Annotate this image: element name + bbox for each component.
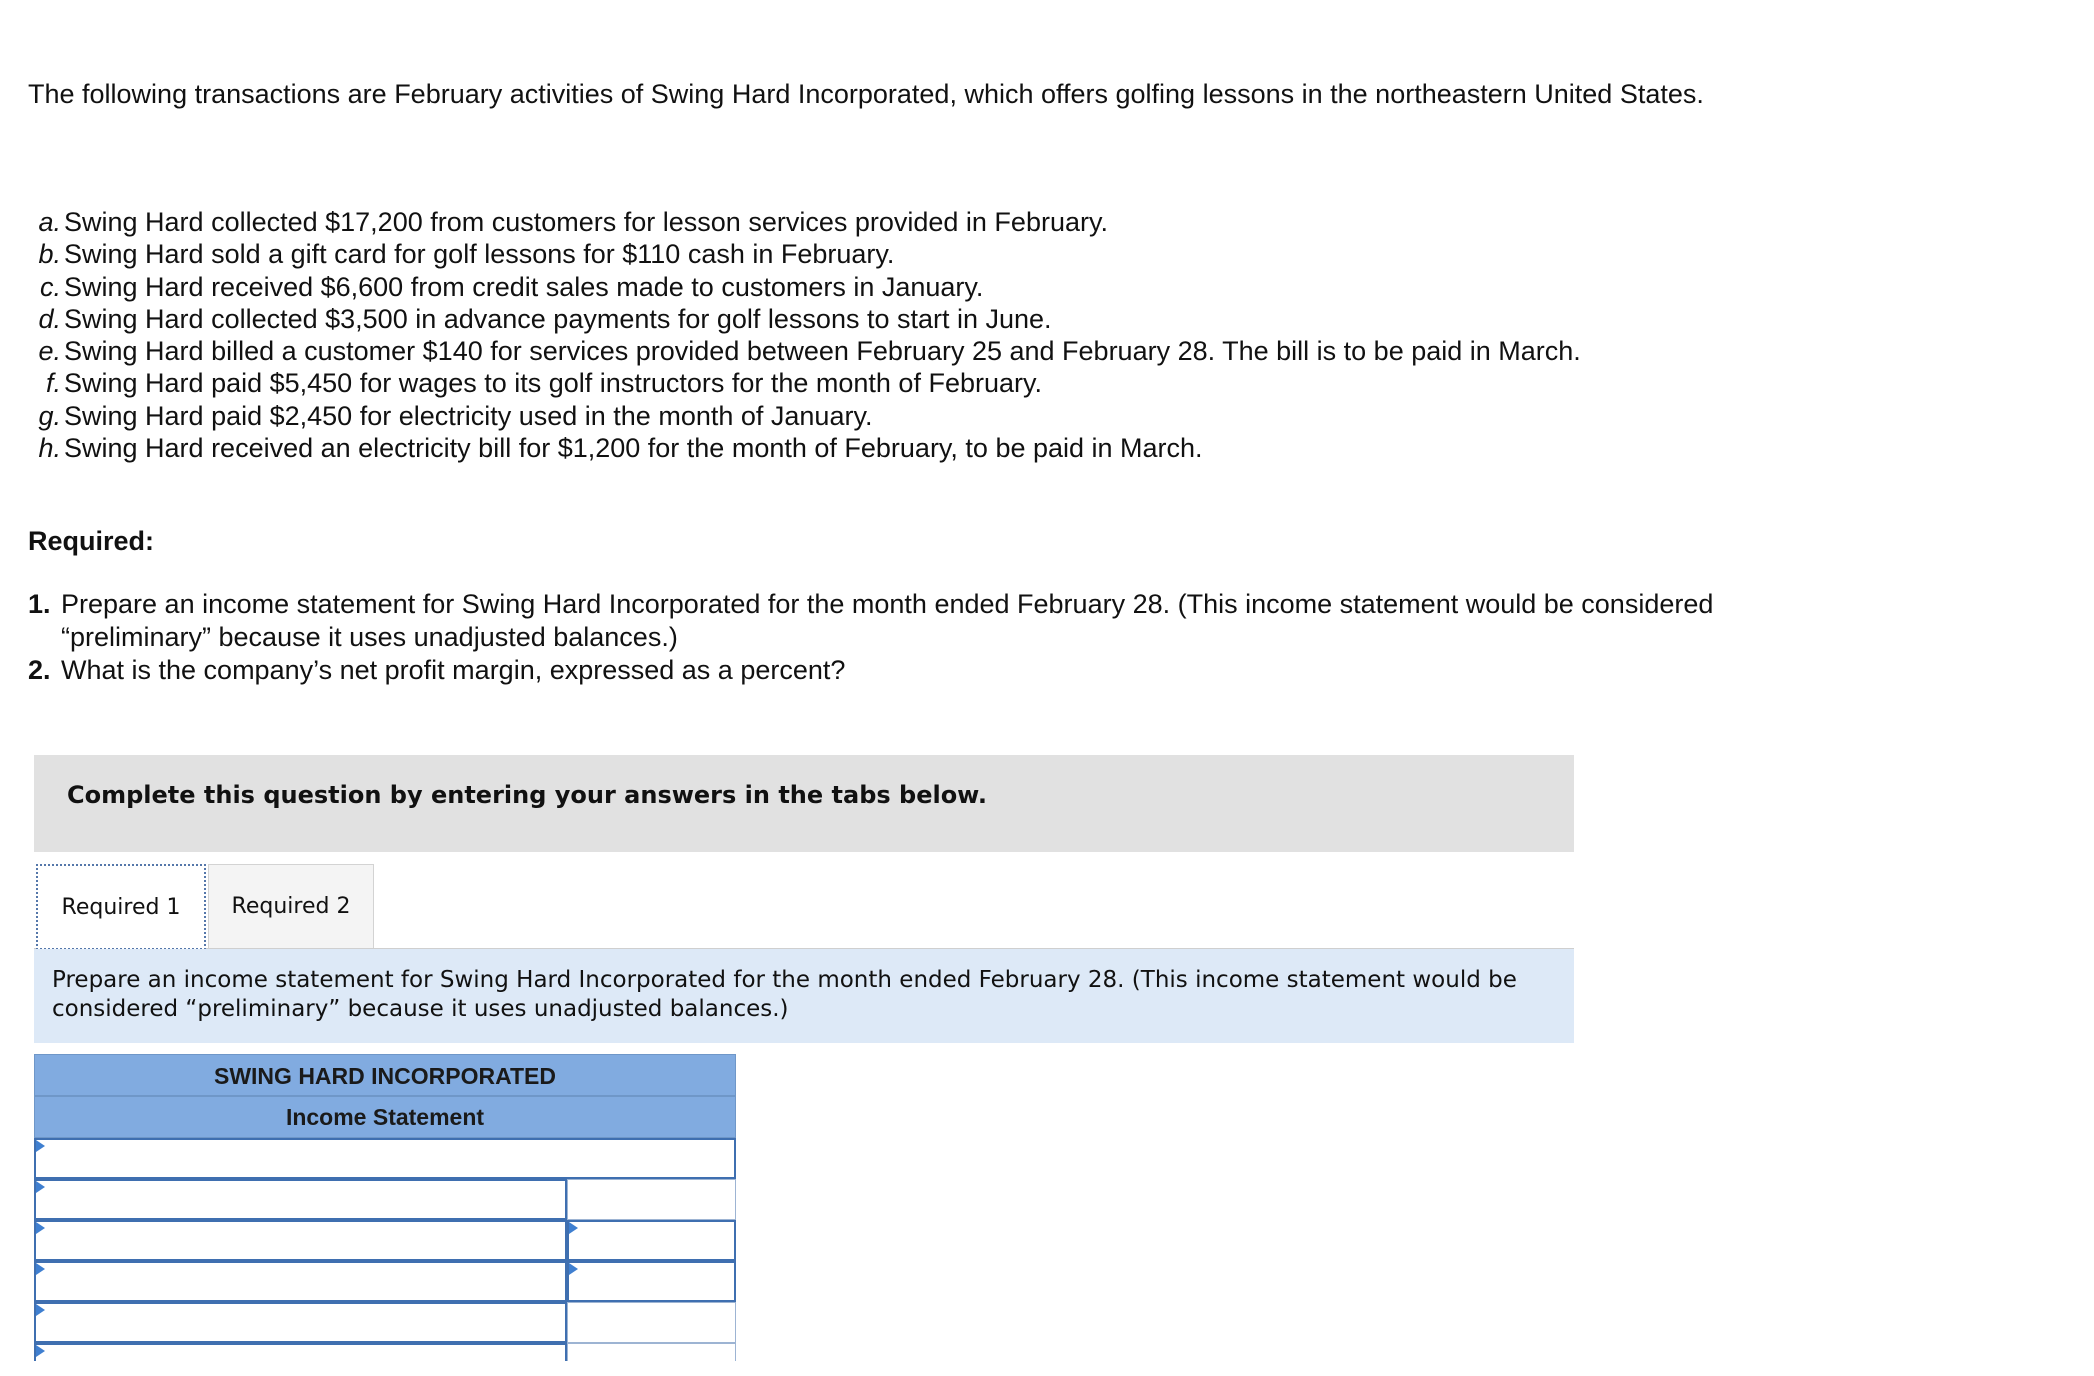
- instruction-box: [34, 949, 1574, 1043]
- statement-row: [34, 1261, 736, 1302]
- statement-amount-input[interactable]: [568, 1180, 735, 1219]
- statement-title: Income Statement: [34, 1096, 736, 1138]
- required-list: [28, 588, 1728, 687]
- transaction-letter: b.: [38, 239, 61, 270]
- transaction-item: [31, 206, 1731, 238]
- transaction-item: [31, 400, 1731, 432]
- transaction-item: [31, 303, 1731, 335]
- tab-label: Required 1: [61, 894, 181, 920]
- statement-amount-cell: [567, 1261, 736, 1302]
- statement-amount-input[interactable]: [569, 1263, 734, 1300]
- transaction-letter: c.: [39, 271, 61, 302]
- viewport-bottom-edge: [0, 1361, 2094, 1376]
- required-number: 2.: [28, 655, 51, 685]
- statement-amount-cell: [567, 1179, 736, 1220]
- statement-row: [34, 1220, 736, 1261]
- statement-amount-cell: [567, 1220, 736, 1261]
- transaction-text: Swing Hard collected $3,500 in advance payments for golf lessons to start in June.: [64, 303, 1052, 334]
- tab-required-2[interactable]: [208, 864, 374, 948]
- transaction-item: [31, 238, 1731, 270]
- statement-label-input[interactable]: [36, 1222, 565, 1259]
- required-item: [28, 588, 1728, 654]
- tab-label: Required 2: [231, 894, 351, 919]
- transaction-letter: a.: [38, 207, 61, 237]
- statement-row: [34, 1302, 736, 1343]
- statement-company-name: SWING HARD INCORPORATED: [34, 1054, 736, 1096]
- transaction-letter: g.: [38, 400, 61, 431]
- statement-row: [34, 1179, 736, 1220]
- transaction-text: Swing Hard collected $17,200 from customers for lesson services provided in February.: [64, 207, 1108, 237]
- statement-label-input[interactable]: [36, 1181, 565, 1218]
- required-text: What is the company’s net profit margin, expressed as a percent?: [61, 655, 846, 685]
- income-statement-table: [34, 1054, 736, 1376]
- statement-label-cell: [34, 1220, 567, 1261]
- statement-label-cell: [34, 1302, 567, 1343]
- statement-row: [34, 1138, 736, 1179]
- instruction-text: Prepare an income statement for Swing Hard Incorporated for the month ended February 28. (This income statement would be considered “preliminary” because it uses unadjusted balances.): [52, 967, 1517, 1022]
- transactions-list: [31, 206, 1731, 464]
- transaction-text: Swing Hard received an electricity bill for $1,200 for the month of February, to be paid in March.: [64, 433, 1203, 464]
- statement-period-cell: [34, 1138, 736, 1179]
- complete-question-text: Complete this question by entering your answers in the tabs below.: [67, 781, 987, 809]
- required-text: Prepare an income statement for Swing Hard Incorporated for the month ended February 28. (This income statement would be considered “preliminary” because it uses unadjusted balances.): [61, 589, 1714, 652]
- transaction-letter: d.: [38, 303, 61, 334]
- statement-label-cell: [34, 1179, 567, 1220]
- required-heading: Required:: [28, 526, 155, 556]
- statement-amount-cell: [567, 1302, 736, 1343]
- transaction-item: [31, 271, 1731, 303]
- required-number: 1.: [28, 589, 51, 619]
- transaction-text: Swing Hard billed a customer $140 for services provided between February 25 and February 28. The bill is to be paid in March.: [64, 336, 1581, 367]
- transaction-item: [31, 367, 1731, 399]
- statement-label-input[interactable]: [36, 1304, 565, 1341]
- transaction-letter: h.: [38, 433, 61, 464]
- transaction-item: [31, 432, 1731, 464]
- statement-label-input[interactable]: [36, 1263, 565, 1300]
- transaction-letter: f.: [45, 368, 61, 399]
- statement-amount-input[interactable]: [568, 1303, 735, 1342]
- transaction-text: Swing Hard paid $5,450 for wages to its golf instructors for the month of February.: [64, 368, 1042, 399]
- tab-required-1[interactable]: [36, 864, 206, 950]
- complete-question-banner: [34, 755, 1574, 852]
- required-item: [28, 654, 1728, 687]
- intro-text: The following transactions are February activities of Swing Hard Incorporated, which offers golfing lessons in the northeastern United States.: [28, 79, 1704, 109]
- statement-amount-input[interactable]: [569, 1222, 734, 1259]
- transaction-text: Swing Hard sold a gift card for golf lessons for $110 cash in February.: [64, 239, 895, 270]
- transaction-letter: e.: [38, 336, 61, 367]
- transaction-text: Swing Hard received $6,600 from credit sales made to customers in January.: [64, 271, 984, 302]
- transaction-item: [31, 335, 1731, 367]
- statement-label-cell: [34, 1261, 567, 1302]
- transaction-text: Swing Hard paid $2,450 for electricity used in the month of January.: [64, 400, 873, 431]
- statement-period-input[interactable]: [36, 1140, 734, 1177]
